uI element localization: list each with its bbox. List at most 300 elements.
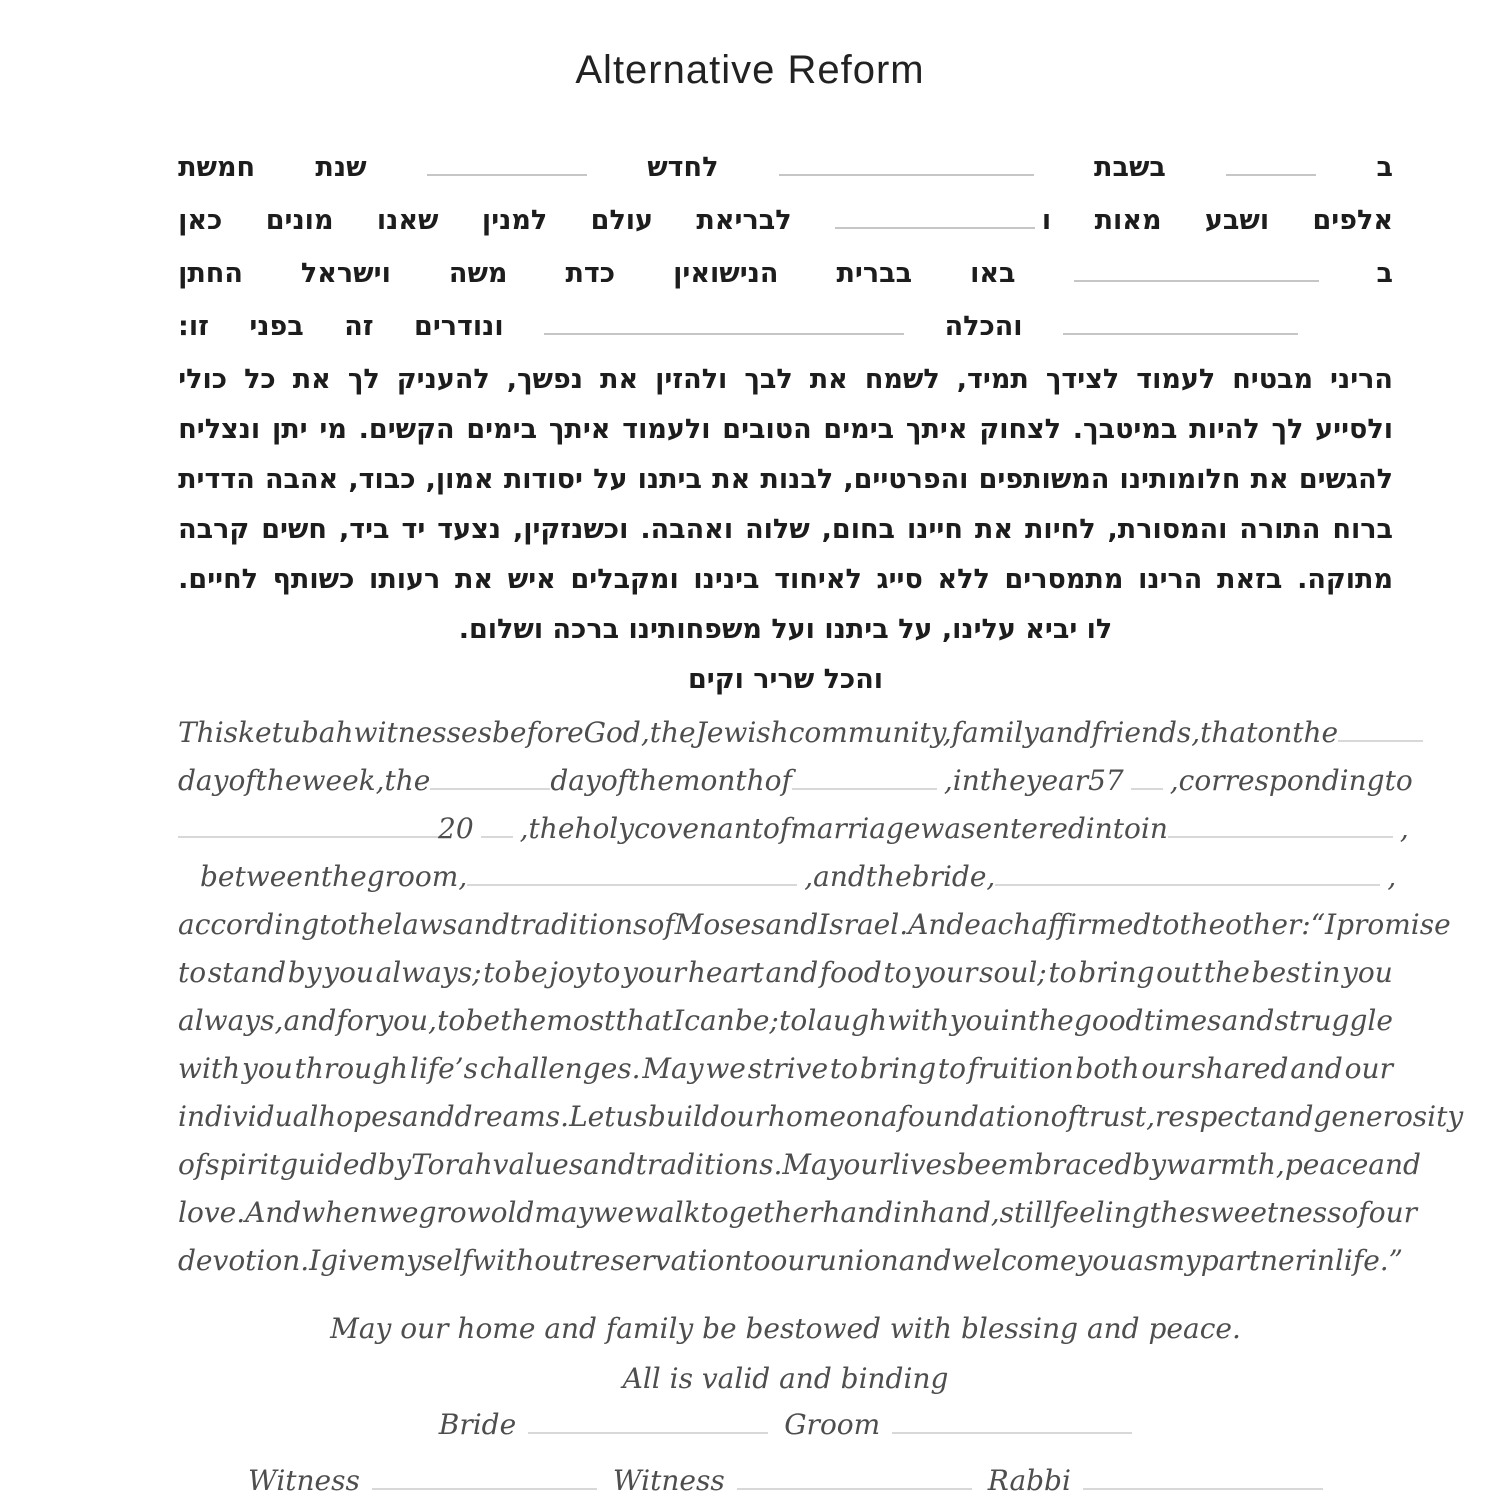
- segment-text: Rabbi: [987, 1464, 1071, 1497]
- hebrew-vow-line: [178, 362, 1393, 398]
- word: may: [534, 1196, 594, 1229]
- word: good: [1073, 1004, 1144, 1037]
- segment-text: the: [649, 716, 696, 749]
- hebrew-fill-segment: [178, 256, 243, 292]
- word: home: [767, 1100, 846, 1133]
- word: always,: [178, 1004, 284, 1037]
- word: את: [809, 364, 848, 395]
- blank-line: [835, 227, 1035, 229]
- word: traditions: [509, 908, 648, 941]
- word: לאיחוד: [774, 564, 862, 595]
- blank-line: [995, 884, 1380, 886]
- word: still: [999, 1196, 1053, 1229]
- word: other:: [1225, 908, 1311, 941]
- hebrew-fill-segment: [1226, 174, 1316, 176]
- word: והמסורת,: [1107, 514, 1228, 545]
- word: הרינו: [1138, 564, 1203, 595]
- word: you: [323, 956, 374, 989]
- word: joy: [549, 956, 591, 989]
- word: on: [846, 1100, 881, 1133]
- word: רעותו: [369, 564, 441, 595]
- segment-text: לבריאת: [696, 205, 792, 236]
- word: we: [705, 1052, 746, 1085]
- word: לשמח: [864, 364, 940, 395]
- english-fill-segment: [256, 764, 302, 798]
- word: peace: [1284, 1148, 1369, 1181]
- word: by: [377, 1148, 412, 1181]
- english-fill-segment: [763, 812, 790, 846]
- segment-text: ושבע: [1204, 205, 1270, 236]
- hebrew-fill-segment: [565, 256, 615, 292]
- segment-text: of: [764, 764, 792, 797]
- word: מי: [319, 414, 347, 445]
- word: the: [1149, 1196, 1196, 1229]
- word: us: [615, 1100, 648, 1133]
- word: best: [1251, 956, 1312, 989]
- english-fill-segment: [467, 860, 813, 894]
- hebrew-fill-segment: [414, 309, 504, 345]
- signature-field: [988, 1464, 1323, 1498]
- word: And: [908, 908, 965, 941]
- hebrew-fill-segment: [544, 333, 904, 335]
- english-fill-segment: [1141, 812, 1168, 846]
- english-fill-segment: [1039, 716, 1092, 750]
- hebrew-fill-segment: [178, 309, 209, 345]
- english-fill-segment: [765, 764, 792, 798]
- english-fill-segment: [995, 860, 1396, 894]
- segment-text: that: [1200, 716, 1258, 749]
- word: כשותף: [272, 564, 355, 595]
- word: במיטבך.: [1072, 414, 1178, 445]
- blank-line: [372, 1488, 597, 1490]
- word: to: [592, 956, 621, 989]
- hebrew-fill-segment: [1313, 203, 1394, 239]
- word: out: [1156, 956, 1203, 989]
- word: myself: [379, 1244, 473, 1277]
- word: to: [1151, 908, 1180, 941]
- english-fill-segment: [601, 764, 628, 798]
- segment-text: was: [920, 812, 976, 845]
- word: hand: [822, 1196, 894, 1229]
- word: dreams.: [454, 1100, 570, 1133]
- word: Let: [569, 1100, 616, 1133]
- word: give: [320, 1244, 380, 1277]
- word: לך: [1271, 414, 1304, 445]
- segment-text: month: [673, 764, 765, 797]
- segment-text: and: [813, 860, 866, 893]
- word: Israel.: [818, 908, 909, 941]
- word: ולסייע: [1315, 414, 1393, 445]
- english-fill-segment: [238, 716, 353, 750]
- segment-text: ,: [804, 860, 814, 893]
- word: devotion.: [178, 1244, 310, 1277]
- word: feeling: [1052, 1196, 1150, 1229]
- segment-text: year: [1025, 764, 1089, 797]
- word: May: [782, 1148, 844, 1181]
- english-fill-segment: [584, 716, 650, 750]
- segment-text: ,: [943, 764, 953, 797]
- word: to: [829, 1052, 858, 1085]
- english-binding-line: All is valid and binding: [622, 1362, 949, 1395]
- blank-line: [1074, 280, 1319, 282]
- segment-text: holy: [574, 812, 635, 845]
- blank-line: [1063, 333, 1298, 335]
- word: להגשים: [1298, 464, 1393, 495]
- english-vow-line: [178, 956, 1393, 990]
- word: without: [472, 1244, 581, 1277]
- word: בינינו: [693, 564, 760, 595]
- word: build: [647, 1100, 720, 1133]
- hebrew-vow-line: [178, 462, 1393, 498]
- word: I: [672, 1004, 685, 1037]
- segment-text: day: [550, 764, 601, 797]
- hebrew-fill-segment: [647, 150, 718, 186]
- segment-text: בפני: [249, 311, 304, 342]
- word: to: [437, 1004, 466, 1037]
- word: ולעמוד: [622, 414, 711, 445]
- word: Torah: [411, 1148, 493, 1181]
- word: מבטיח: [1232, 364, 1314, 395]
- word: laugh: [807, 1004, 888, 1037]
- segment-text: עולם: [590, 205, 654, 236]
- word: על: [593, 464, 628, 495]
- english-fill-segment: [178, 764, 228, 798]
- word: and: [583, 1148, 636, 1181]
- segment-text: to: [1384, 764, 1413, 797]
- segment-text: זה: [344, 311, 374, 342]
- word: trust,: [1077, 1100, 1156, 1133]
- blank-line: [481, 836, 513, 838]
- word: בחום,: [821, 514, 896, 545]
- word: and: [1290, 1052, 1343, 1085]
- segment-text: ,: [1399, 812, 1409, 845]
- word: through: [294, 1052, 409, 1085]
- segment-text: הנישואין: [673, 258, 779, 289]
- word: soul;: [979, 956, 1047, 989]
- segment-text: family: [951, 716, 1039, 749]
- segment-text: bride,: [911, 860, 996, 893]
- word: be;: [734, 1004, 779, 1037]
- word: my: [1158, 1244, 1201, 1277]
- word: המשותפים: [978, 464, 1110, 495]
- word: our: [1368, 1196, 1417, 1229]
- hebrew-fill-segment: [178, 203, 222, 239]
- word: אהבה: [264, 464, 339, 495]
- word: את: [600, 364, 639, 395]
- english-fill-segment: [980, 764, 1026, 798]
- segment-text: into: [1085, 812, 1141, 845]
- word: and: [402, 1100, 455, 1133]
- segment-text: covenant: [634, 812, 764, 845]
- word: מתמסרים: [1004, 564, 1124, 595]
- word: embraced: [990, 1148, 1133, 1181]
- word: reservation: [580, 1244, 743, 1277]
- english-vow-line: [178, 908, 1451, 942]
- segment-text: day: [178, 764, 229, 797]
- word: in: [1313, 956, 1341, 989]
- word: את: [454, 564, 494, 595]
- word: and: [765, 908, 819, 941]
- segment-text: והכלה: [944, 311, 1023, 342]
- hebrew-vows-paragraph: [178, 362, 1393, 598]
- word: the: [1204, 956, 1250, 989]
- word: את: [292, 364, 331, 395]
- blank-line: [737, 1488, 972, 1490]
- segment-text: ונודרים: [414, 311, 504, 342]
- english-fill-segment: [178, 716, 238, 750]
- blank-line: [1168, 836, 1393, 838]
- english-fill-segment: [302, 764, 385, 798]
- word: lives: [891, 1148, 957, 1181]
- word: can: [684, 1004, 735, 1037]
- english-fill-segment: [920, 812, 975, 846]
- word: לצחוק: [979, 414, 1061, 445]
- segment-text: the: [1292, 716, 1339, 749]
- word: to: [742, 1244, 771, 1277]
- segment-text: Witness: [248, 1464, 360, 1497]
- word: the: [1027, 1004, 1074, 1037]
- word: welcome: [951, 1244, 1077, 1277]
- word: love.: [178, 1196, 246, 1229]
- english-fill-segment: [438, 812, 529, 846]
- word: you,: [377, 1004, 437, 1037]
- segment-text: the: [528, 812, 575, 845]
- word: in: [1000, 1004, 1028, 1037]
- blank-line: [544, 333, 904, 335]
- segment-text: of: [600, 764, 629, 797]
- segment-text: corresponding: [1178, 764, 1385, 797]
- word: התורה: [1239, 514, 1321, 545]
- hebrew-fill-segment: [779, 174, 1034, 176]
- english-fill-segment: [1292, 716, 1338, 750]
- segment-text: in: [1140, 812, 1168, 845]
- word: most: [546, 1004, 616, 1037]
- word: traditions.: [635, 1148, 783, 1181]
- hebrew-date-line-2: [178, 203, 1393, 239]
- word: guided: [280, 1148, 378, 1181]
- word: and: [765, 956, 819, 989]
- english-vow-line: [178, 1004, 1393, 1038]
- word: respect: [1155, 1100, 1261, 1133]
- word: you: [242, 1052, 293, 1085]
- segment-text: ,: [1169, 764, 1179, 797]
- word: shared: [1191, 1052, 1289, 1085]
- segment-text: כאן: [178, 205, 223, 236]
- word: בזאת: [1217, 564, 1283, 595]
- segment-text: week,: [301, 764, 385, 797]
- english-fill-segment: [200, 860, 321, 894]
- hebrew-names-line: [178, 309, 1298, 345]
- word: לך: [347, 364, 380, 395]
- english-fill-segment: [1168, 812, 1409, 846]
- blank-line: [1226, 174, 1316, 176]
- english-fill-segment: [650, 716, 696, 750]
- segment-text: אלפים: [1312, 205, 1393, 236]
- segment-text: groom,: [366, 860, 468, 893]
- segment-text: Groom: [784, 1408, 881, 1441]
- blank-line: [792, 788, 937, 790]
- english-intro-line: [178, 716, 1393, 750]
- hebrew-fill-segment: [315, 150, 366, 186]
- english-vow-line: [178, 1244, 1403, 1278]
- word: ברוח: [1332, 514, 1393, 545]
- english-fill-segment: [952, 716, 1039, 750]
- word: to: [319, 908, 348, 941]
- word: to: [178, 956, 207, 989]
- word: להיות: [1189, 414, 1260, 445]
- segment-text: 57: [1088, 764, 1124, 797]
- segment-text: between: [200, 860, 321, 893]
- word: and: [1260, 1100, 1314, 1133]
- word: כבוד,: [348, 464, 416, 495]
- segment-text: ,: [519, 812, 529, 845]
- word: בימים: [466, 414, 538, 445]
- word: חיינו: [906, 514, 963, 545]
- hebrew-closing-line: והכל שריר וקים: [687, 664, 884, 695]
- english-fill-segment: [790, 812, 920, 846]
- word: laws: [393, 908, 458, 941]
- hebrew-fill-segment: [482, 203, 547, 239]
- word: bring: [1078, 956, 1155, 989]
- word: הריני: [1330, 364, 1393, 395]
- hebrew-fill-segment: [1094, 150, 1166, 186]
- word: partner: [1200, 1244, 1308, 1277]
- word: איש: [507, 564, 556, 595]
- english-vow-line: [178, 1052, 1393, 1086]
- signature-field: [784, 1408, 1132, 1442]
- word: הדדית: [178, 464, 255, 495]
- blank-line: [467, 884, 797, 886]
- word: affirmed: [1031, 908, 1152, 941]
- segment-text: שאנו: [376, 205, 439, 236]
- segment-text: friends,: [1091, 716, 1201, 749]
- word: generosity: [1313, 1100, 1464, 1133]
- english-fill-segment: [674, 764, 765, 798]
- word: be: [465, 1004, 500, 1037]
- word: תמיד,: [956, 364, 1029, 395]
- word: מתוקה.: [1297, 564, 1393, 595]
- english-fill-segment: [1257, 716, 1292, 750]
- segment-text: Jewish: [695, 716, 789, 749]
- word: I: [309, 1244, 321, 1277]
- word: fruition: [967, 1052, 1074, 1085]
- word: our: [719, 1100, 768, 1133]
- word: with: [887, 1004, 950, 1037]
- bride-groom-signature-row: [178, 1408, 1393, 1442]
- word: איתך: [548, 414, 611, 445]
- segment-text: of: [228, 764, 256, 797]
- word: by: [1132, 1148, 1167, 1181]
- word: May: [642, 1052, 704, 1085]
- english-section: [178, 716, 1464, 1396]
- word: our: [1141, 1052, 1190, 1085]
- word: and: [1368, 1148, 1421, 1181]
- english-fill-segment: [792, 764, 953, 798]
- word: בימים: [823, 414, 895, 445]
- english-fill-segment: [1179, 764, 1385, 798]
- word: יסודות: [503, 464, 583, 495]
- hebrew-fill-segment: [1377, 150, 1393, 186]
- word: כולי: [178, 364, 228, 395]
- segment-text: ו: [1041, 205, 1052, 236]
- segment-text: the: [865, 860, 912, 893]
- hebrew-fill-segment: [449, 256, 508, 292]
- hebrew-vow-line: [178, 412, 1393, 448]
- word: לחיות: [1024, 514, 1096, 545]
- word: and: [457, 908, 510, 941]
- hebrew-fill-segment: [427, 174, 587, 176]
- word: איתך: [905, 414, 968, 445]
- word: נפשך,: [506, 364, 584, 395]
- english-vow-line: [178, 1100, 1464, 1134]
- blank-line: [427, 174, 587, 176]
- english-fill-segment: [1338, 740, 1423, 742]
- word: bring: [859, 1052, 937, 1085]
- segment-text: כדת: [565, 258, 616, 289]
- segment-text: before: [492, 716, 584, 749]
- word: individual: [178, 1100, 319, 1133]
- word: to: [483, 956, 512, 989]
- word: when: [301, 1196, 378, 1229]
- hebrew-fill-segment: [970, 256, 1015, 292]
- word: חשים: [261, 514, 327, 545]
- word: and: [898, 1244, 952, 1277]
- english-fill-segment: [550, 764, 600, 798]
- english-fill-segment: [866, 860, 912, 894]
- hebrew-fill-segment: [945, 309, 1023, 345]
- word: to: [937, 1052, 966, 1085]
- word: of: [1341, 1196, 1369, 1229]
- hebrew-blessing-line: לו יביא עלינו, על ביתנו ועל משפחותינו ברכה ושלום.: [458, 614, 1113, 645]
- document-body: [178, 150, 1464, 1498]
- english-fill-segment: [385, 764, 431, 798]
- word: times: [1143, 1004, 1222, 1037]
- word: food: [819, 956, 882, 989]
- english-fill-segment: [228, 764, 255, 798]
- english-vows-paragraph: [178, 908, 1464, 1278]
- segment-text: מאות: [1094, 205, 1162, 236]
- hebrew-section: [178, 150, 1393, 698]
- word: והפרטיים,: [843, 464, 969, 495]
- word: חלומותינו: [1119, 464, 1241, 495]
- word: נצעד: [437, 514, 501, 545]
- segment-text: the: [320, 860, 367, 893]
- hebrew-fill-segment: [1377, 256, 1393, 292]
- english-fill-segment: [367, 860, 467, 894]
- english-vow-line: [178, 1148, 1421, 1182]
- word: life.”: [1334, 1244, 1403, 1277]
- word: old: [490, 1196, 535, 1229]
- word: הקשים.: [358, 414, 455, 445]
- word: by: [287, 956, 322, 989]
- segment-text: ב: [1376, 258, 1393, 289]
- segment-text: בברית: [836, 258, 913, 289]
- hebrew-fill-segment: [178, 150, 255, 186]
- blank-line: [1338, 740, 1423, 742]
- english-fill-segment: [1026, 764, 1088, 798]
- hebrew-fill-segment: [1095, 203, 1162, 239]
- hebrew-fill-segment: [591, 203, 653, 239]
- word: the: [1179, 908, 1226, 941]
- english-blessing-line: May our home and family be bestowed with blessing and peace.: [330, 1312, 1241, 1345]
- segment-text: on: [1257, 716, 1293, 749]
- word: וכשנזקין,: [512, 514, 629, 545]
- word: את: [1250, 464, 1289, 495]
- hebrew-fill-segment: [836, 256, 912, 292]
- word: and: [1221, 1004, 1275, 1037]
- english-fill-segment: [975, 812, 1085, 846]
- word: לבנות: [760, 464, 834, 495]
